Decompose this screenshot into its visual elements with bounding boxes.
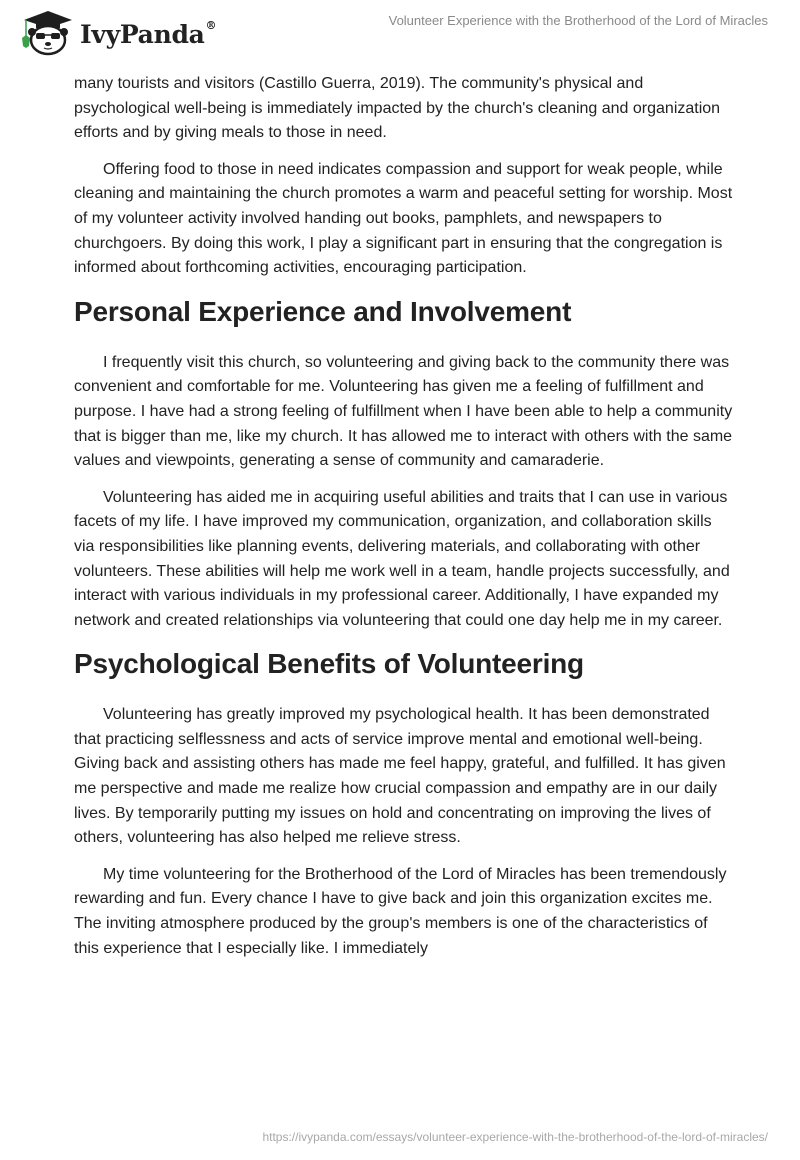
paragraph: Volunteering has greatly improved my psychological health. It has been demonstrated that practicing selflessness and acts of service improve mental and emotional well-being. Giving back and assisting others has made me feel happy, grateful, and fulfilled. It has given me perspective and made me realize how crucial compassion and empathy are in our daily lives. By temporarily putting my issues on hold and concentrating on improving the lives of others, volunteering has also helped me relieve stress.	[74, 706, 726, 847]
ivypanda-logo[interactable]	[18, 8, 216, 56]
section-heading: Psychological Benefits of Volunteering	[74, 648, 584, 680]
paragraph: Volunteering has aided me in acquiring useful abilities and traits that I can use in various facets of my life. I have improved my communication, organization, and collaboration skills via responsibilities like planning events, delivering materials, and collaborating with other volunteers. These abilities will help me work well in a team, handle projects successfully, and interact with various individuals in my professional career. Additionally, I have expanded my network and created relationships via volunteering that could one day help me in my career.	[74, 488, 730, 629]
panda-graduate-icon	[18, 8, 74, 56]
document-title: Volunteer Experience with the Brotherhood of the Lord of Miracles	[388, 13, 768, 28]
paragraph: My time volunteering for the Brotherhood of the Lord of Miracles has been tremendously rewarding and fun. Every chance I have to give back and join this organization excites me. The inviting atmosphere produced by the group's members is one of the characteristics of this experience that I especially like. I immediately	[74, 865, 727, 957]
registered-mark: ®	[205, 19, 217, 33]
paragraph: Offering food to those in need indicates compassion and support for weak people, while cleaning and maintaining the church promotes a warm and peaceful setting for worship. Most of my volunteer activity involved handing out books, pamphlets, and newspapers to churchgoers. By doing this work, I play a significant part in ensuring that the congregation is informed about forthcoming activities, encouraging participation.	[74, 160, 733, 277]
essay-body	[74, 72, 734, 973]
source-url-link[interactable]: https://ivypanda.com/essays/volunteer-experience-with-the-brotherhood-of-the-lord-of-miracles/	[262, 1130, 768, 1144]
paragraph: I frequently visit this church, so volunteering and giving back to the community there was convenient and comfortable for me. Volunteering has given me a feeling of fulfillment and purpose. I have had a strong feeling of fulfillment when I have been able to help a community that is bigger than me, like my church. It has allowed me to interact with others with the same values and viewpoints, generating a sense of community and camaraderie.	[74, 353, 733, 470]
paragraph: many tourists and visitors (Castillo Guerra, 2019). The community's physical and psychological well-being is immediately impacted by the church's cleaning and organization efforts and by giving meals to those in need.	[74, 75, 721, 142]
brand-name: IvyPanda®	[80, 19, 217, 49]
page-header	[0, 0, 800, 62]
section-heading: Personal Experience and Involvement	[74, 295, 572, 327]
